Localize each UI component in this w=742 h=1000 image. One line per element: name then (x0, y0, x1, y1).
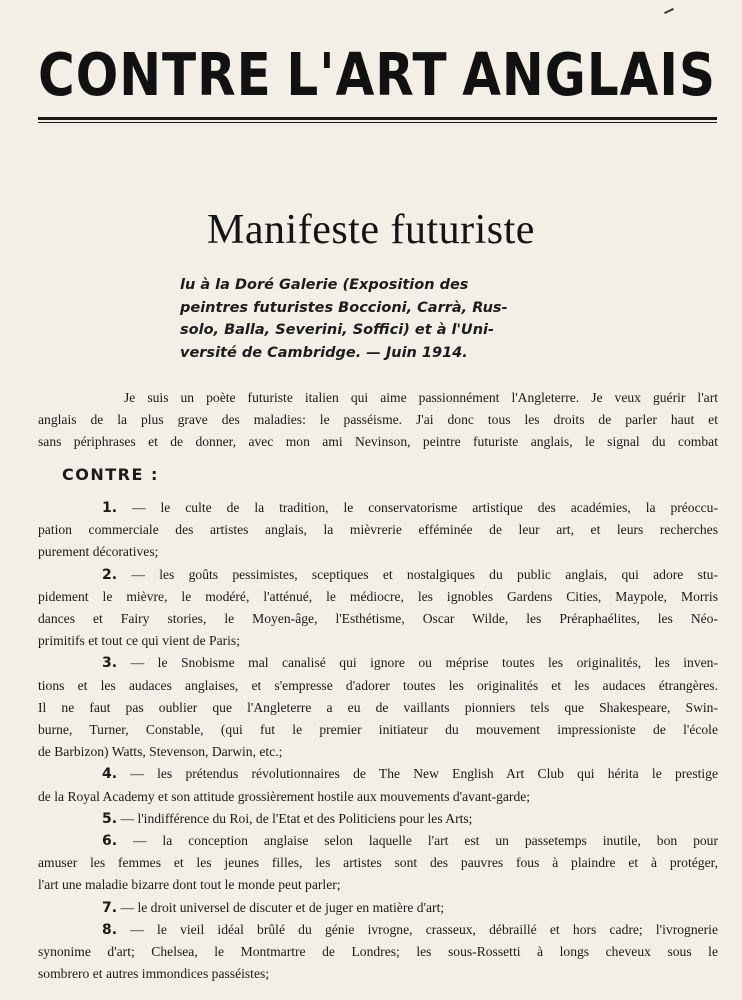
grievance-item (38, 808, 718, 830)
grievance-text: amuser les femmes et les jeunes filles, les artistes sont des pauvres fous à plaindre et à protéger, (38, 855, 718, 871)
grievance-line (38, 497, 718, 519)
masthead-word: CONTRE (38, 40, 272, 110)
grievance-line (38, 919, 718, 941)
grievance-text: burne, Turner, Constable, (qui fut le premier initiateur du mouvement impressioniste de l'école (38, 722, 718, 738)
grievance-text: pidement le mièvre, le modéré, l'atténué, le médiocre, les ignobles Gardens Cities, Maypole, Morris (38, 588, 718, 604)
grievance-text: — les goûts pessimistes, sceptiques et nostalgiques du public anglais, qui adore stu- (131, 566, 718, 582)
grievance-number: 5. (102, 810, 118, 827)
subtitle-line: solo, Balla, Severini, Soffici) et à l'Uni- (180, 322, 495, 338)
masthead (38, 29, 716, 121)
intro-paragraph (38, 387, 718, 453)
grievance-line (38, 586, 718, 608)
grievance-item (38, 497, 718, 564)
intro-line: Je suis un poète futuriste italien qui aime passionnément l'Angleterre. Je veux guérir l'art (124, 390, 718, 405)
grievance-text: Il ne faut pas oublier que l'Angleterre a eu de vaillants pionniers tels que Shakespeare, Swin- (38, 699, 718, 715)
contre-heading: CONTRE : (62, 465, 159, 484)
grievance-text: synonime d'art; Chelsea, le Montmartre de Londres; les sous-Rossetti à longs cheveux sous le (38, 944, 718, 960)
subtitle-line: lu à la Doré Galerie (Exposition des (180, 277, 469, 293)
grievance-line (38, 763, 718, 785)
grievance-line (38, 963, 718, 985)
grievance-item (38, 564, 718, 653)
grievance-number: 1. (102, 500, 118, 516)
grievance-number: 6. (102, 833, 118, 850)
grievance-text: purement décoratives; (38, 544, 159, 560)
grievance-line (38, 830, 718, 852)
grievance-text: de la Royal Academy et son attitude grossièrement hostile aux mouvements d'avant-garde; (38, 788, 531, 804)
grievance-text: pation commerciale des artistes anglais, la mièvrerie efféminée de leur art, et leurs recherches (38, 522, 718, 538)
header-rule-thick (38, 117, 717, 120)
grievance-line (38, 786, 718, 808)
grievance-text: l'art une maladie bizarre dont tout le monde peut parler; (38, 877, 341, 893)
grievance-text: sombrero et autres immondices passéistes; (38, 966, 270, 982)
grievance-number: 3. (102, 655, 118, 672)
grievance-text: — le Snobisme mal canalisé qui ignore ou méprise toutes les originalités, les inven- (130, 655, 718, 671)
grievance-item (38, 897, 718, 919)
intro-line: sans périphrases et de donner, avec mon ami Nevinson, peintre futuriste anglais, le signal du combat (38, 434, 718, 449)
grievance-line (38, 675, 718, 697)
grievance-text: — le culte de la tradition, le conservatorisme artistique des académies, la préoccu- (132, 500, 718, 515)
header-rule-thin (38, 122, 717, 123)
grievance-line (38, 808, 718, 830)
grievance-text: dances et Fairy stories, le Moyen-âge, l'Esthétisme, Oscar Wilde, les Préraphaélites, les Néo- (38, 611, 718, 627)
grievance-line (38, 697, 718, 719)
grievance-item (38, 652, 718, 763)
grievance-text: — le vieil idéal brûlé du génie ivrogne, crasseux, débraillé et hors cadre; l'ivrognerie (130, 921, 718, 937)
grievance-line (38, 608, 718, 630)
intro-line: anglais de la plus grave des maladies: le passéisme. J'ai donc tous les droits de parler haut et (38, 412, 718, 427)
page-title: Manifeste futuriste (207, 207, 535, 253)
grievance-number: 8. (102, 921, 118, 938)
corner-mark (664, 8, 674, 14)
grievance-item (38, 763, 718, 807)
grievance-number: 4. (102, 766, 118, 783)
masthead-word: ANGLAIS (462, 40, 716, 110)
grievance-line (38, 719, 718, 741)
grievance-number: 2. (102, 566, 118, 583)
grievance-text: — l'indifférence du Roi, de l'Etat et des Politiciens pour les Arts; (120, 810, 473, 826)
grievance-text: — le droit universel de discuter et de juger en matière d'art; (120, 899, 445, 915)
grievance-line (38, 652, 718, 674)
grievance-line (38, 541, 718, 563)
subtitle-line: peintres futuristes Boccioni, Carrà, Rus- (180, 299, 508, 316)
grievance-line (38, 519, 718, 541)
subtitle (180, 274, 580, 364)
grievance-text: — la conception anglaise selon laquelle l'art est un passetemps inutile, bon pour (133, 833, 718, 849)
grievance-text: primitifs et tout ce qui vient de Paris; (38, 633, 240, 649)
grievance-list (38, 497, 718, 985)
grievance-line (38, 874, 718, 896)
grievance-text: de Barbizon) Watts, Stevenson, Darwin, etc.; (38, 744, 283, 760)
grievance-line (38, 630, 718, 652)
subtitle-line: versité de Cambridge. — Juin 1914. (180, 344, 468, 361)
grievance-line (38, 564, 718, 586)
grievance-line (38, 897, 718, 919)
grievance-line (38, 741, 718, 763)
grievance-number: 7. (102, 899, 118, 916)
grievance-line (38, 941, 718, 963)
grievance-text: tions et les audaces anglaises, et s'empresse d'adorer toutes les originalités et les audaces étrangères. (38, 677, 718, 693)
grievance-item (38, 919, 718, 986)
grievance-item (38, 830, 718, 897)
grievance-text: — les prétendus révolutionnaires de The New English Art Club qui hérita le prestige (130, 766, 718, 782)
grievance-line (38, 852, 718, 874)
masthead-word: L'ART (286, 40, 448, 110)
